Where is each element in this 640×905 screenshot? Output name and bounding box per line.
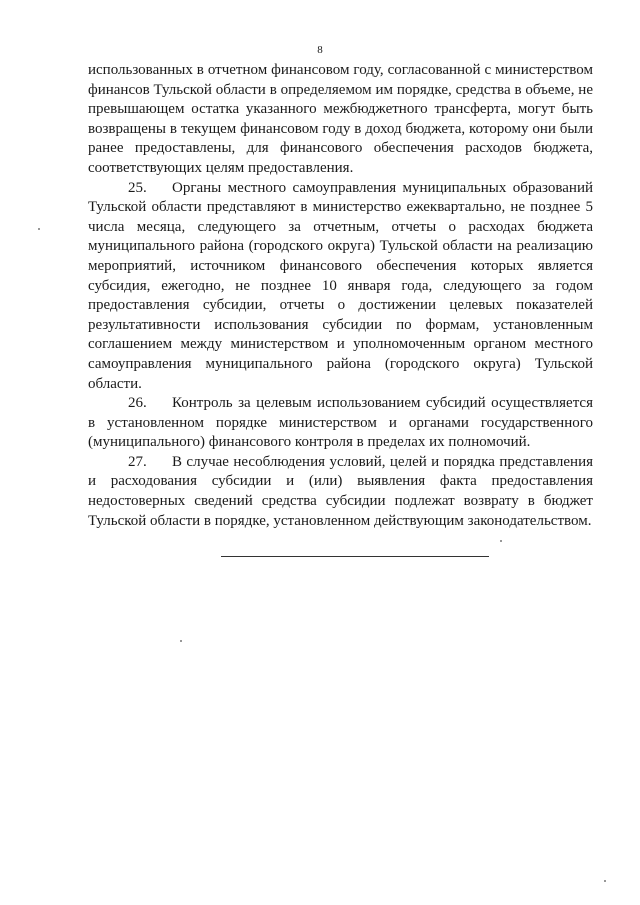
scan-speck [604, 880, 606, 882]
document-body [88, 61, 593, 531]
page-number: 8 [317, 44, 323, 56]
paragraph-text: Контроль за целевым использованием субсидий осуществляется в установленном порядке министерством и органами государственного (муниципального) финансового контроля в пределах их полномочий. [88, 395, 593, 451]
paragraph-26 [88, 394, 593, 453]
paragraph-27 [88, 453, 593, 531]
paragraph-number: 27. [128, 453, 147, 470]
paragraph-number: 25. [128, 179, 147, 196]
paragraph-25 [88, 179, 593, 395]
paragraph-continuation [88, 61, 593, 179]
scan-speck [180, 640, 182, 642]
scan-speck [38, 228, 40, 230]
paragraph-text: В случае несоблюдения условий, целей и порядка представления и расходования субсидии и (или) выявления факта предоставления недостоверных сведений средства субсидии подлежат возврату в бюджет Тульской области в порядке, установленном действующим законодательством. [88, 453, 593, 529]
end-divider-line [221, 556, 489, 557]
scan-speck [500, 540, 502, 542]
paragraph-text: использованных в отчетном финансовом году, согласованной с министерством финансов Тульской области в определяемом им порядке, средства в объеме, не превышающем остатка указанного межбюджетного трансферта, могут быть возвращены в текущем финансовом году в доход бюджета, которому они были ранее предоставлены, для финансового обеспечения расходов бюджета, соответствующих целям предоставления. [88, 62, 593, 176]
paragraph-text: Органы местного самоуправления муниципальных образований Тульской области представляют в министерство ежеквартально, не позднее 5 числа месяца, следующего за отчетным, отчеты о расходах бюджета муниципального района (городского округа) Тульской области на реализацию мероприятий, источником финансового обеспечения которых является субсидия, ежегодно, не позднее 10 января года, следующего за годом предоставления субсидии, отчеты о достижении целевых показателей результативности использования субсидии по формам, установленным соглашением между министерством и уполномоченным органом местного самоуправления муниципального района (городского округа) Тульской области. [88, 179, 593, 392]
paragraph-number: 26. [128, 395, 147, 412]
